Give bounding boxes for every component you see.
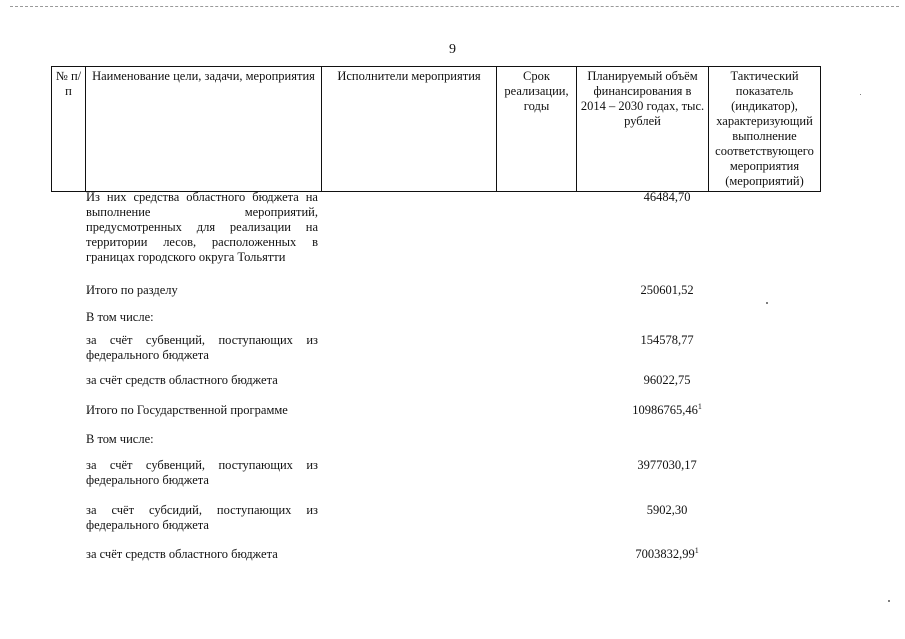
row-8-value: 5902,30 [646, 503, 688, 517]
row-3-value: 154578,77 [640, 333, 694, 347]
page-number: 9 [449, 42, 456, 57]
header-executors: Исполнители мероприятия [322, 67, 497, 192]
row-6-label: В том числе: [86, 432, 154, 446]
row-9-value: 7003832,99$^1$ [635, 545, 699, 561]
row-8-label: за счёт субсидий, поступающих из федерального бюджета [86, 503, 318, 532]
row-0-value: 46484,70 [643, 190, 691, 204]
scan-speck [766, 302, 768, 304]
header-no: № п/п [52, 67, 86, 192]
header-name: Наименование цели, задачи, мероприятия [86, 67, 322, 192]
scan-speck [860, 94, 861, 95]
row-5-label: Итого по Государственной программе [86, 403, 288, 417]
row-1-label: Итого по разделу [86, 283, 178, 297]
row-7-value: 3977030,17 [637, 458, 697, 472]
row-9-label: за счёт средств областного бюджета [86, 547, 278, 561]
scan-speck [888, 600, 890, 602]
header-term: Срок реализации, годы [497, 67, 577, 192]
row-4-value: 96022,75 [643, 373, 691, 387]
header-indicator: Тактический показатель (индикатор), характеризующий выполнение соответствующего мероприятия (мероприятий) [709, 67, 821, 192]
header-financing: Планируемый объём финансирования в 2014 – 2030 годах, тыс. рублей [577, 67, 709, 192]
row-5-value: 10986765,46$^1$ [632, 401, 702, 417]
row-1-value: 250601,52 [640, 283, 694, 297]
row-7-label: за счёт субвенций, поступающих из федерального бюджета [86, 458, 318, 487]
row-4-label: за счёт средств областного бюджета [86, 373, 278, 387]
row-2-label: В том числе: [86, 310, 154, 324]
row-3-label: за счёт субвенций, поступающих из федерального бюджета [86, 333, 318, 362]
row-0-label: Из них средства областного бюджета на выполнение мероприятий, предусмотренных для реализации на территории лесов, расположенных в границах городского округа Тольятти [86, 190, 318, 264]
